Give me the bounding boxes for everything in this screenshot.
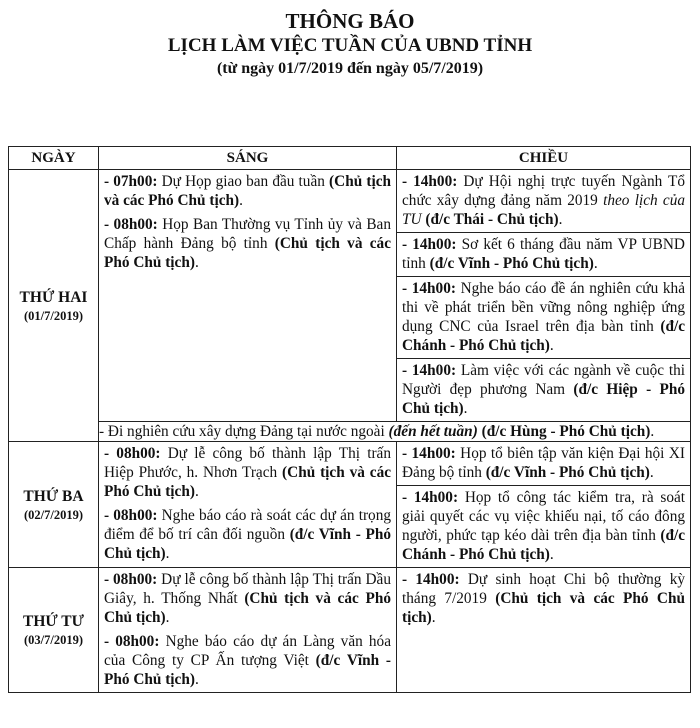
notice-title: THÔNG BÁO bbox=[285, 9, 415, 33]
column-header-morning: SÁNG bbox=[99, 147, 397, 170]
day-date: (01/7/2019) bbox=[23, 308, 84, 323]
schedule-item: - 08h00: Nghe báo cáo rà soát các dự án trọng điểm để bố trí cân đối nguồn (đ/c Vĩnh - Phó Chủ tịch). bbox=[104, 507, 391, 562]
table-row bbox=[9, 170, 691, 422]
morning-cell bbox=[99, 568, 397, 693]
column-header-afternoon: CHIỀU bbox=[397, 147, 691, 170]
morning-cell bbox=[99, 442, 397, 568]
schedule-item: - 08h00: Họp Ban Thường vụ Tỉnh ủy và Ban Chấp hành Đảng bộ tỉnh (Chủ tịch và các Phó Chủ tịch). bbox=[104, 216, 391, 271]
day-name: THỨ BA bbox=[23, 487, 84, 505]
schedule-item: - 08h00: Dự lễ công bố thành lập Thị trấn Hiệp Phước, h. Nhơn Trạch (Chủ tịch và các Phó Chủ tịch). bbox=[104, 445, 392, 500]
schedule-item: - 14h00: Sơ kết 6 tháng đầu năm VP UBND tỉnh (đ/c Vĩnh - Phó Chủ tịch). bbox=[397, 232, 690, 276]
day-date: (03/7/2019) bbox=[23, 633, 84, 647]
schedule-item: - 14h00: Làm việc với các ngành về cuộc thi Người đẹp phương Nam (đ/c Hiệp - Phó Chủ tịch). bbox=[397, 358, 690, 421]
afternoon-cell bbox=[397, 170, 691, 422]
day-cell bbox=[9, 170, 99, 442]
notice-subtitle: LỊCH LÀM VIỆC TUẦN CỦA UBND TỈNH bbox=[167, 35, 533, 56]
day-date: (02/7/2019) bbox=[23, 507, 84, 522]
table-header-row bbox=[9, 147, 691, 170]
morning-cell bbox=[99, 170, 397, 422]
afternoon-cell bbox=[397, 568, 691, 693]
day-name: THỨ HAI bbox=[19, 288, 88, 306]
schedule-item: - 07h00: Dự Họp giao ban đầu tuần (Chủ tịch và các Phó Chủ tịch). bbox=[104, 173, 391, 209]
schedule-item: - 08h00: Dự lễ công bố thành lập Thị trấn Dầu Giây, h. Thống Nhất (Chủ tịch và các Phó Chủ tịch). bbox=[104, 571, 392, 626]
schedule-item: - 14h00: Dự Hội nghị trực tuyến Ngành Tổ chức xây dựng đảng năm 2019 theo lịch của TU (đ/c Thái - Chủ tịch). bbox=[402, 173, 686, 228]
table-row bbox=[9, 422, 691, 442]
schedule-item: - 14h00: Họp tổ công tác kiểm tra, rà soát giải quyết các vụ việc khiếu nại, tố cáo đông người, phức tạp kéo dài trên địa bàn tỉnh (đ/c Chánh - Phó Chủ tịch). bbox=[397, 485, 690, 567]
day-name: THỨ TƯ bbox=[22, 613, 84, 630]
table-row bbox=[9, 442, 691, 568]
notice-date-range: (từ ngày 01/7/2019 đến ngày 05/7/2019) bbox=[216, 60, 484, 77]
column-header-day: NGÀY bbox=[9, 147, 99, 170]
fullweek-cell: - Đi nghiên cứu xây dựng Đảng tại nước ngoài (đến hết tuần) (đ/c Hùng - Phó Chủ tịch). bbox=[99, 422, 691, 442]
schedule-item: - 14h00: Dự sinh hoạt Chi bộ thường kỳ tháng 7/2019 (Chủ tịch và các Phó Chủ tịch). bbox=[402, 571, 685, 626]
afternoon-cell bbox=[397, 442, 691, 568]
day-cell bbox=[9, 568, 99, 693]
schedule-item: - 08h00: Nghe báo cáo dự án Làng văn hóa của Công ty CP Ấn tượng Việt (đ/c Vĩnh - Phó Chủ tịch). bbox=[104, 633, 392, 688]
schedule-table bbox=[8, 146, 691, 693]
day-cell bbox=[9, 442, 99, 568]
schedule-item: - 14h00: Nghe báo cáo đề án nghiên cứu khả thi về phát triển bền vững nông nghiệp ứng dụng CNC của Israel trên địa bàn tỉnh (đ/c Chánh - Phó Chủ tịch). bbox=[397, 276, 690, 358]
document-header bbox=[0, 8, 700, 80]
table-row bbox=[9, 568, 691, 693]
schedule-item: - 14h00: Họp tổ biên tập văn kiện Đại hội XI Đảng bộ tỉnh (đ/c Vĩnh - Phó Chủ tịch). bbox=[402, 445, 685, 481]
